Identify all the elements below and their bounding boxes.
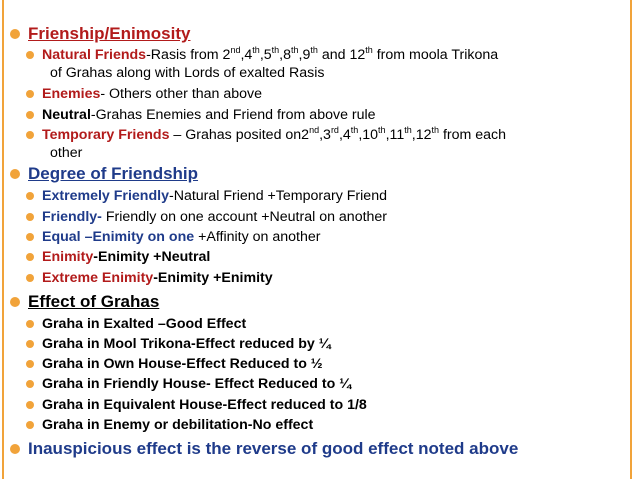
item-text [42, 47, 498, 64]
bullet-icon [26, 401, 34, 409]
item-label: Natural Friends [42, 47, 147, 63]
bullet-icon [10, 29, 20, 39]
item-natural-friends-continuation: of Grahas along with Lords of exalted Rasis [50, 65, 325, 81]
item-text: Graha in Own House-Effect Reduced to ½ [42, 356, 323, 372]
bullet-icon [26, 320, 34, 328]
item-neutral [26, 107, 376, 124]
item-natural-friends [26, 47, 498, 64]
item-friendly [26, 209, 387, 226]
bullet-icon [26, 380, 34, 388]
heading-text: Inauspicious effect is the reverse of good effect noted above [28, 439, 519, 458]
item-graha-own-house [26, 356, 323, 373]
superscript: th [404, 125, 412, 135]
bullet-icon [26, 233, 34, 241]
bullet-icon [26, 274, 34, 282]
text-run: ,11 [385, 127, 405, 143]
heading-degree-of-friendship [10, 164, 198, 184]
bullet-icon [26, 340, 34, 348]
item-extremely-friendly [26, 188, 387, 205]
item-extreme-enimity [26, 270, 273, 287]
item-label: Enemies [42, 86, 101, 102]
item-temporary-friends-continuation: other [50, 145, 83, 161]
item-equal [26, 229, 321, 246]
text-run: ,12 [411, 127, 432, 143]
text-run: ,4 [240, 47, 253, 63]
superscript: nd [309, 125, 320, 135]
text-run: ,3 [319, 127, 331, 143]
item-text [42, 127, 506, 144]
text-run: ,9 [298, 47, 311, 63]
superscript: th [310, 45, 318, 55]
item-temporary-friends [26, 127, 506, 144]
superscript: th [350, 125, 359, 135]
item-label: Extremely Friendly [42, 188, 169, 204]
superscript: th [252, 45, 260, 55]
item-text: - Others other than above [100, 86, 263, 102]
bullet-icon [10, 444, 20, 454]
superscript: rd [330, 125, 339, 135]
item-graha-mool-trikona [26, 336, 331, 353]
superscript: th [291, 45, 299, 55]
item-label: Enimity [42, 249, 94, 265]
bullet-icon [26, 360, 34, 368]
slide-border-right [630, 0, 632, 479]
bullet-icon [10, 297, 20, 307]
item-text: Graha in Friendly House- Effect Reduced to ¼ [42, 376, 352, 392]
item-text: Graha in Mool Trikona-Effect reduced by ¼ [42, 336, 331, 352]
bullet-icon [26, 192, 34, 200]
bullet-icon [26, 421, 34, 429]
item-text: -Grahas Enemies and Friend from above rule [90, 107, 376, 123]
item-graha-exalted [26, 316, 246, 333]
text-run: -Rasis from 2 [146, 47, 231, 63]
superscript: th [365, 45, 373, 55]
bullet-icon [10, 169, 20, 179]
text-run: from each [439, 127, 507, 143]
superscript: th [378, 125, 386, 135]
text-run: and 12 [317, 47, 366, 63]
bullet-icon [26, 213, 34, 221]
bullet-icon [26, 111, 34, 119]
text-run: ,4 [338, 127, 351, 143]
bullet-icon [26, 51, 34, 59]
text-run: from moola Trikona [372, 47, 499, 63]
item-text: -Enimity +Enimity [153, 270, 273, 286]
superscript: th [431, 125, 439, 135]
heading-effect-of-grahas [10, 292, 159, 312]
heading-text: Frienship/Enimosity [28, 24, 191, 43]
bullet-icon [26, 90, 34, 98]
item-text: -Enimity +Neutral [93, 249, 211, 265]
item-graha-friendly-house [26, 376, 351, 393]
item-text: Friendly on one account +Neutral on another [101, 209, 388, 225]
text-run: ,8 [279, 47, 292, 63]
item-label: Friendly- [42, 209, 102, 225]
item-label: Neutral [42, 107, 91, 123]
item-enimity [26, 249, 210, 266]
superscript: nd [230, 45, 241, 55]
item-text: Graha in Equivalent House-Effect reduced to 1/8 [42, 397, 367, 413]
item-graha-enemy [26, 417, 313, 434]
item-text: +Affinity on another [194, 229, 321, 245]
item-graha-equivalent-house [26, 397, 367, 414]
item-text: Graha in Enemy or debilitation-No effect [42, 417, 314, 433]
slide-border-left [2, 0, 4, 479]
bullet-icon [26, 253, 34, 261]
heading-inauspicious-effect [10, 439, 518, 459]
item-text: -Natural Friend +Temporary Friend [168, 188, 387, 204]
text-run: ,10 [358, 127, 379, 143]
item-text: Graha in Exalted –Good Effect [42, 316, 247, 332]
item-label: Equal –Enimity on one [42, 229, 195, 245]
heading-text: Effect of Grahas [28, 292, 160, 311]
superscript: th [271, 45, 280, 55]
item-enemies [26, 86, 262, 103]
text-run: ,5 [259, 47, 272, 63]
heading-frienship-enimosity [10, 24, 190, 44]
item-label: Extreme Enimity [42, 270, 154, 286]
text-run: – Grahas posited on2 [169, 127, 310, 143]
bullet-icon [26, 131, 34, 139]
item-label: Temporary Friends [42, 127, 170, 143]
heading-text: Degree of Friendship [28, 164, 199, 183]
